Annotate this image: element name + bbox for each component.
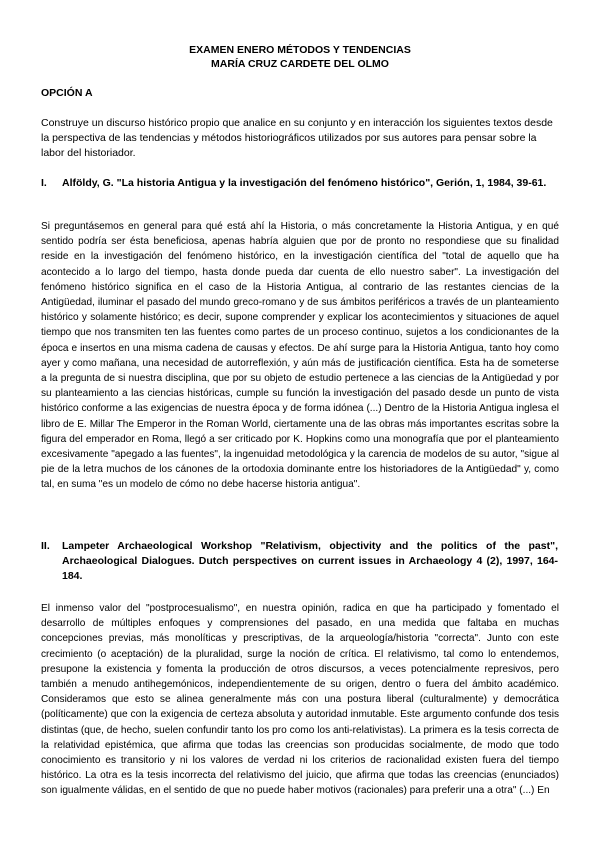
section-1-title: Alföldy, G. "La historia Antigua y la investigación del fenómeno histórico", Gerión, 1, 1984, 39-61. [62, 177, 547, 189]
section-1-body: Si preguntásemos en general para qué está ahí la Historia, o más concretamente la Historia Antigua, y en qué sentido podría ser ésta beneficiosa, apenas habría alguien que por de pronto no respondiese que su finalidad reside en la investigación del fenómeno histórico, en la investigación científica del "total de aquello que ha acontecido a lo largo del tiempo, hasta donde pueda dar cuenta de ello nuestro saber". La investigación del fenómeno histórico significa en el caso de la Historia Antigua, al contrario de las restantes ciencias de la Antigüedad, iluminar el pasado del mundo greco-romano y de sus ámbitos periféricos a través de un planteamiento histórico y solamente histórico; es decir, supone comprender y explicar los acontecimientos y situaciones de aquel tiempo que nos transmiten ten las fuentes como partes de un proceso continuo, sujetos a los condicionantes de la época e insertos en una misma cadena de causas y efectos. De ahí surge para la Historia Antigua, tanto hoy como ayer y como mañana, una necesidad de autorreflexión, y aún más de justificación científica. Esta ha de someterse a la pregunta de si nuestra disciplina, que por su objeto de estudio pertenece a las ciencias de la Antigüedad y por su planteamiento a las ciencias históricas, cumple su función la investigación del pasado desde un punto de vista histórico conforme a las exigencias de nuestra época y de forma idónea (...) Dentro de la Historia Antigua inglesa el libro de E. Millar The Emperor in the Roman World, ciertamente una de las obras más importantes escritas sobre la figura del emperador en Roma, llegó a ser criticado por K. Hopkins como una monografía que por el planteamiento excesivamente "apegado a las fuentes", la ingenuidad metodológica y la carencia de modelos de su autor, "sigue al pie de la letra muchos de los cánones de la ortodoxia dominante entre los historiadores de la Antigüedad" y, como tal, en suma "es un modelo de cómo no debe hacerse historia antigua". [41, 221, 559, 491]
intro-paragraph: Construye un discurso histórico propio que analice en su conjunto y en interacción los siguientes textos desde la perspectiva de las tendencias y métodos historiográficos utilizados por sus autores para pensar sobre la labor del historiador. [41, 117, 553, 159]
section-2-body: El inmenso valor del "postprocesualismo", en nuestra opinión, radica en que ha participado y fomentado el desarrollo de múltiples enfoques y comprensiones del pasado, en una medida que faltaba en muchas concepciones previas, más monolíticas y prescriptivas, de la arqueología/historia "correcta". Junto con este crecimiento (o aceptación) de la pluralidad, surge la noción de crítica. El relativismo, tal como lo entendemos, presupone la existencia y fomenta la producción de otros discursos, a veces potencialmente represivos, pero también a menudo antihegemónicos, independientemente de su origen, dentro o fuera del ámbito académico. Consideramos que esto se alinea generalmente más con una postura liberal (culturalmente) y democrática (políticamente) que con la exigencia de certeza absoluta y autoridad inmutable. Este argumento confunde dos tesis distintas (que, de hecho, suelen confundir tanto los pro como los anti-relativistas). La primera es la tesis correcta de la relatividad epistémica, que afirma que todas las creencias son producidas socialmente, de modo que todo conocimiento es transitorio y ni los valores de verdad ni los criterios de racionalidad existen fuera del tiempo histórico. La otra es la tesis incorrecta del relativismo del juicio, que afirma que todas las creencias (enunciados) son igualmente válidas, en el sentido de que no puede haber motivos (racionales) para preferir una a otra" (...) En [41, 603, 559, 797]
exam-title: EXAMEN ENERO MÉTODOS Y TENDENCIAS [189, 44, 411, 56]
author-name: MARÍA CRUZ CARDETE DEL OLMO [211, 58, 389, 70]
option-label: OPCIÓN A [41, 87, 93, 99]
section-2-title: Lampeter Archaeological Workshop "Relativism, objectivity and the politics of the past", Archaeological Dialogues. Dutch perspectives on current issues in Archaeology 4 (2), 1997, 164-184. [62, 540, 558, 582]
section-2-number: II. [41, 540, 50, 552]
section-1-number: I. [41, 177, 47, 189]
